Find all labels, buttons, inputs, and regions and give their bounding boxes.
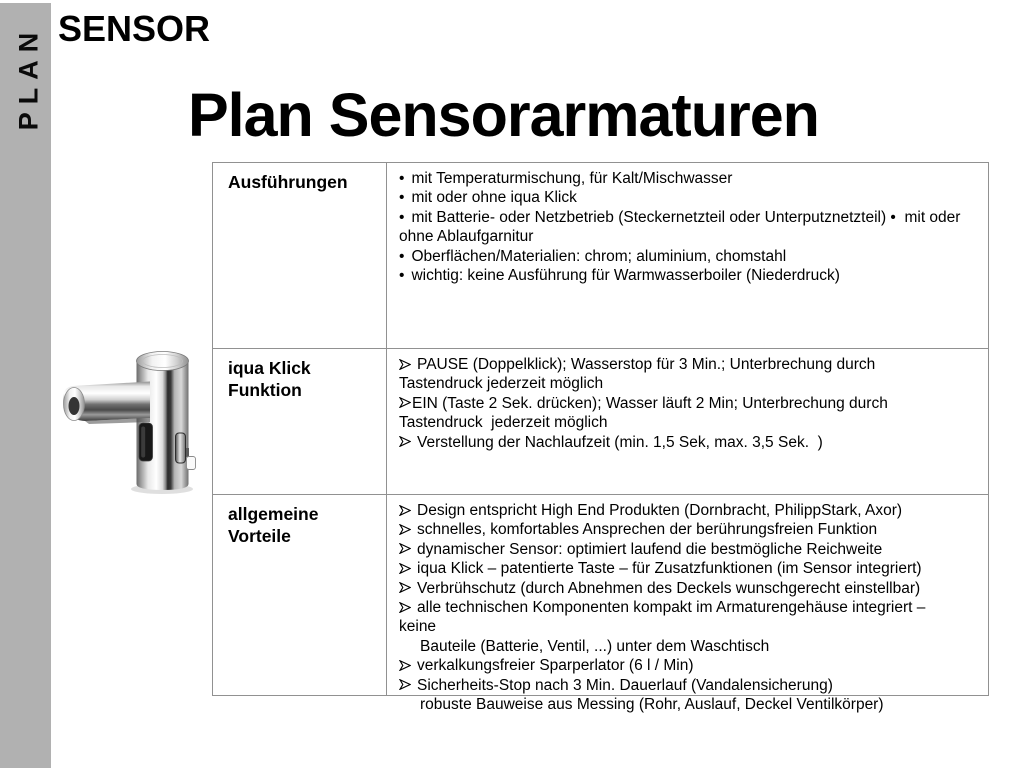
spec-line-text: mit Temperaturmischung, für Kalt/Mischwasser [411, 170, 733, 187]
spec-line-text: Sicherheits-Stop nach 3 Min. Dauerlauf (Vandalensicherung) [417, 676, 833, 694]
spec-line [399, 676, 982, 695]
spec-line-text: schnelles, komfortables Ansprechen der berührungsfreien Funktion [417, 521, 878, 539]
spec-line [399, 266, 982, 285]
dot-bullet-icon: • [399, 247, 405, 265]
spec-line-text: mit Batterie- oder Netzbetrieb (Steckernetzteil oder Unterputznetzteil) • mit oder [411, 208, 961, 226]
page-title: Plan Sensorarmaturen [188, 81, 819, 149]
spec-line-text: wichtig: keine Ausführung für Warmwasserboiler (Niederdruck) [411, 267, 840, 285]
spec-line-text: keine [399, 618, 437, 636]
spec-line-text: Tastendruck jederzeit möglich [399, 375, 604, 393]
spec-line-text: alle technischen Komponenten kompakt im Armaturengehäuse integriert – [417, 599, 926, 617]
spec-line [399, 208, 982, 227]
arrow-bullet-icon [399, 355, 411, 374]
spec-line [399, 247, 982, 266]
arrow-bullet-icon [399, 394, 411, 413]
row-content [387, 163, 988, 349]
arrow-bullet-icon [399, 579, 411, 598]
spec-line [399, 520, 982, 539]
spec-line-text: robuste Bauweise aus Messing (Rohr, Auslauf, Deckel Ventilkörper) [420, 696, 884, 714]
arrow-bullet-icon [399, 559, 411, 578]
spec-line-text: Tastendruck jederzeit möglich [399, 414, 608, 432]
arrow-bullet-icon [399, 656, 411, 675]
spec-line [399, 579, 982, 598]
spec-line-text: PAUSE (Doppelklick); Wasserstop für 3 Min.; Unterbrechung durch [417, 356, 876, 373]
spec-line-text: verkalkungsfreier Sparperlator (6 l / Min) [417, 657, 694, 675]
spec-line [399, 559, 982, 578]
brand-heading: SENSOR [58, 8, 211, 49]
spec-line-text: dynamischer Sensor: optimiert laufend die bestmögliche Reichweite [417, 540, 883, 558]
arrow-bullet-icon [399, 540, 411, 559]
spec-line [399, 598, 982, 617]
arrow-bullet-icon [399, 501, 411, 520]
spec-line [399, 188, 982, 207]
sensor-window-highlight [141, 427, 145, 458]
row-content [387, 495, 988, 714]
dot-bullet-icon: • [399, 267, 405, 285]
spec-line [399, 413, 982, 432]
spec-line [399, 540, 982, 559]
arrow-bullet-icon [399, 598, 411, 617]
faucet-spout [63, 382, 150, 425]
spec-line [399, 227, 982, 246]
row-header: iqua Klick Funktion [213, 349, 387, 495]
spec-line [399, 433, 982, 452]
spec-line-text: Oberflächen/Materialien: chrom; aluminium, chomstahl [411, 247, 787, 265]
spec-line [399, 617, 982, 636]
sensor-window [139, 423, 153, 461]
spec-line-text: iqua Klick – patentierte Taste – für Zusatzfunktionen (im Sensor integriert) [417, 560, 922, 578]
sidebar-vertical-label: PLAN [13, 24, 44, 131]
arrow-bullet-icon [399, 520, 411, 539]
spec-line [399, 355, 982, 374]
faucet-image [55, 338, 230, 503]
arrow-bullet-icon [399, 433, 411, 452]
spec-table [212, 162, 989, 714]
spec-line-text: EIN (Taste 2 Sek. drücken); Wasser läuft 2 Min; Unterbrechung durch [412, 394, 888, 412]
row-header: allgemeine Vorteile [213, 495, 387, 695]
dot-bullet-icon: • [399, 189, 405, 207]
spec-line-text: Verbrühschutz (durch Abnehmen des Deckels wunschgerecht einstellbar) [417, 579, 921, 597]
arrow-bullet-icon [399, 676, 411, 695]
spec-line-text: Design entspricht High End Produkten (Dornbracht, PhilippStark, Axor) [417, 502, 903, 519]
dot-bullet-icon: • [399, 170, 405, 187]
row-content [387, 349, 988, 495]
row-header: Ausführungen [213, 163, 387, 349]
spec-line [399, 169, 982, 188]
spec-line [399, 656, 982, 675]
spec-line-text: ohne Ablaufgarnitur [399, 228, 534, 246]
spec-line [399, 695, 982, 714]
spec-line-text: Bauteile (Batterie, Ventil, ...) unter dem Waschtisch [420, 637, 770, 655]
spec-line [399, 394, 982, 413]
spec-line-text: Verstellung der Nachlaufzeit (min. 1,5 Sek, max. 3,5 Sek. ) [417, 433, 823, 451]
spec-line [399, 637, 982, 656]
spec-line-text: mit oder ohne iqua Klick [411, 189, 577, 207]
dot-bullet-icon: • [399, 208, 405, 226]
spec-line [399, 374, 982, 393]
plan-sidebar [0, 3, 51, 768]
spec-line [399, 501, 982, 520]
